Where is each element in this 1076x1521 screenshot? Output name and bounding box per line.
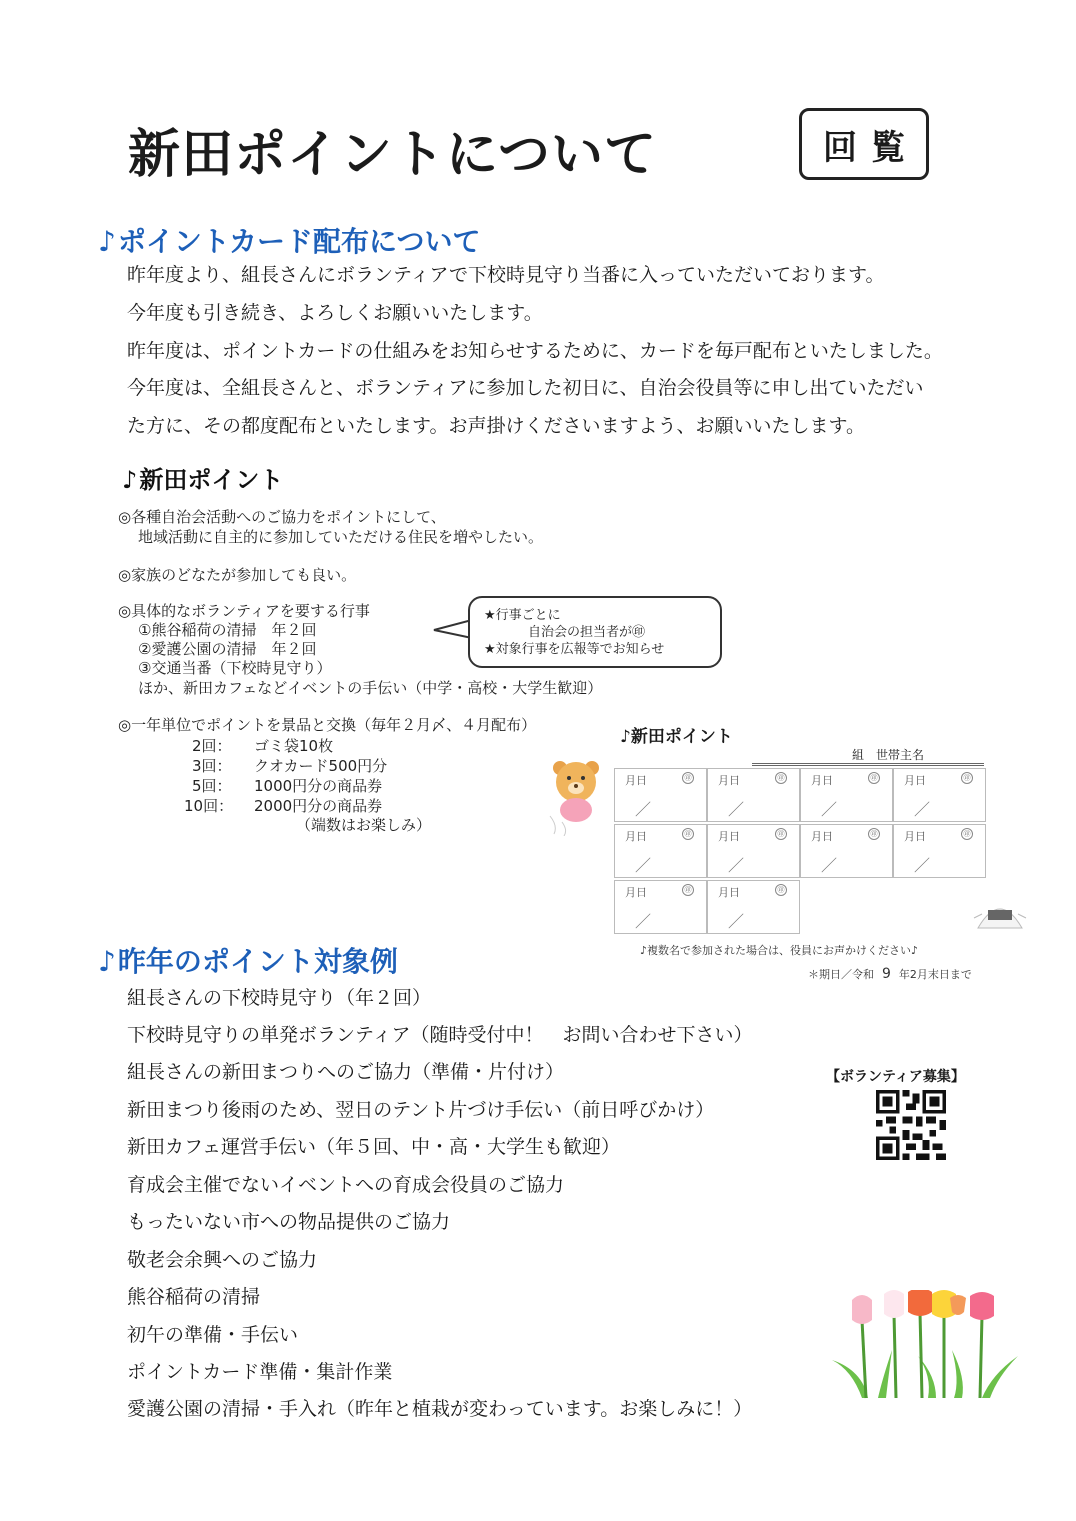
card-deadline bbox=[808, 966, 972, 982]
point-card-cell bbox=[800, 824, 893, 878]
example-item: 新田カフェ運営手伝い（年５回、中・高・大学生も歓迎） bbox=[127, 1136, 621, 1158]
example-item: もったいない市への物品提供のご協力 bbox=[127, 1211, 451, 1233]
music-note-icon: ♪ bbox=[98, 945, 116, 978]
point-card-grid bbox=[614, 768, 986, 934]
prize-note: （端数はお楽しみ） bbox=[296, 816, 432, 834]
seal-icon: ㊞ bbox=[961, 828, 973, 840]
bubble-line: ★対象行事を広報等でお知らせ bbox=[484, 642, 665, 657]
example-item: 組長さんの新田まつりへのご協力（準備・片付け） bbox=[127, 1061, 565, 1083]
section-heading-text: 新田ポイント bbox=[139, 466, 284, 494]
seal-icon: ㊞ bbox=[775, 772, 787, 784]
bear-illustration bbox=[546, 756, 610, 836]
example-item: 熊谷稲荷の清掃 bbox=[127, 1286, 261, 1308]
example-item: 敬老会余興へのご協力 bbox=[127, 1249, 318, 1271]
cell-slash: ／ bbox=[635, 800, 652, 819]
cell-date-label: 月日 bbox=[811, 830, 833, 843]
deadline-prefix: ＊期日／令和 bbox=[808, 968, 874, 981]
event-item: ①熊谷稲荷の清掃 年２回 bbox=[138, 621, 317, 639]
bubble-line: 自治会の担当者が㊞ bbox=[528, 625, 646, 640]
section-heading-text: ポイントカード配布について bbox=[117, 225, 481, 258]
example-item: 組長さんの下校時見守り（年２回） bbox=[127, 987, 432, 1009]
music-note-icon: ♪ bbox=[98, 225, 116, 258]
event-item: ③交通当番（下校時見守り） bbox=[138, 659, 332, 677]
section-nitta-point-heading bbox=[122, 460, 283, 495]
card-owner-line: 組 世帯主名 bbox=[752, 746, 984, 766]
events-heading: ◎具体的なボランティアを要する行事 bbox=[118, 602, 370, 620]
cell-slash: ／ bbox=[728, 912, 745, 931]
cell-slash: ／ bbox=[821, 800, 838, 819]
example-item: 愛護公園の清掃・手入れ（昨年と植栽が変わっています。お楽しみに！） bbox=[127, 1398, 753, 1420]
exchange-heading: ◎一年単位でポイントを景品と交換（毎年２月〆、４月配布） bbox=[118, 716, 537, 734]
page-title: 新田ポイントについて bbox=[128, 125, 657, 185]
seal-icon: ㊞ bbox=[868, 828, 880, 840]
cell-slash: ／ bbox=[635, 912, 652, 931]
prize-count: 5回： bbox=[192, 777, 232, 795]
seal-icon: ㊞ bbox=[775, 828, 787, 840]
point-card-heading bbox=[620, 722, 733, 747]
seal-icon: ㊞ bbox=[682, 828, 694, 840]
deadline-year: 9 bbox=[882, 966, 891, 982]
cell-date-label: 月日 bbox=[718, 830, 740, 843]
cell-date-label: 月日 bbox=[718, 774, 740, 787]
point-card-cell bbox=[707, 824, 800, 878]
seal-icon: ㊞ bbox=[682, 884, 694, 896]
cell-slash: ／ bbox=[914, 856, 931, 875]
seal-icon: ㊞ bbox=[961, 772, 973, 784]
prize-item: 1000円分の商品券 bbox=[254, 777, 383, 795]
prize-count: 10回： bbox=[184, 797, 234, 815]
paragraph-line: 今年度も引き続き、よろしくお願いいたします。 bbox=[127, 302, 543, 324]
purpose-line: ◎各種自治会活動へのご協力をポイントにして、 bbox=[118, 508, 446, 526]
purpose-line: 地域活動に自主的に参加していただける住民を増やしたい。 bbox=[138, 528, 544, 546]
paragraph-line: た方に、その都度配布といたします。お声掛けくださいますよう、お願いいたします。 bbox=[127, 415, 865, 437]
cell-date-label: 月日 bbox=[718, 886, 740, 899]
event-item: ②愛護公園の清掃 年２回 bbox=[138, 640, 317, 658]
circulation-stamp: 回覧 bbox=[799, 108, 929, 180]
cell-date-label: 月日 bbox=[904, 774, 926, 787]
cell-slash: ／ bbox=[728, 800, 745, 819]
prize-count: 3回： bbox=[192, 757, 232, 775]
seal-icon: ㊞ bbox=[682, 772, 694, 784]
event-other: ほか、新田カフェなどイベントの手伝い（中学・高校・大学生歓迎） bbox=[138, 679, 603, 697]
cell-slash: ／ bbox=[728, 856, 745, 875]
music-note-icon: ♪ bbox=[122, 466, 138, 494]
seal-icon: ㊞ bbox=[868, 772, 880, 784]
cell-date-label: 月日 bbox=[625, 774, 647, 787]
point-card-cell bbox=[614, 880, 707, 934]
paragraph-line: 昨年度は、ポイントカードの仕組みをお知らせするために、カードを毎戸配布といたしました。 bbox=[127, 340, 943, 362]
prize-item: 2000円分の商品券 bbox=[254, 797, 383, 815]
point-card-cell bbox=[614, 768, 707, 822]
point-card-cell bbox=[800, 768, 893, 822]
card-note: ♪複数名で参加された場合は、役員にお声かけください♪ bbox=[640, 944, 919, 957]
cell-date-label: 月日 bbox=[811, 774, 833, 787]
paragraph-line: 昨年度より、組長さんにボランティアで下校時見守り当番に入っていただいております。 bbox=[127, 264, 885, 286]
mascot-illustration bbox=[970, 888, 1030, 938]
deadline-suffix: 年2月末日まで bbox=[898, 968, 972, 981]
cell-date-label: 月日 bbox=[904, 830, 926, 843]
qr-code-icon[interactable] bbox=[876, 1090, 946, 1160]
section-examples-heading bbox=[98, 940, 398, 980]
example-item: 初午の準備・手伝い bbox=[127, 1324, 299, 1346]
seal-icon: ㊞ bbox=[775, 884, 787, 896]
bubble-line: ★行事ごとに bbox=[484, 608, 561, 623]
point-card-cell bbox=[707, 768, 800, 822]
prize-count: 2回： bbox=[192, 737, 232, 755]
card-heading-text: 新田ポイント bbox=[630, 727, 733, 747]
prize-item: クオカード500円分 bbox=[254, 757, 388, 775]
prize-item: ゴミ袋10枚 bbox=[254, 737, 334, 755]
example-item: 育成会主催でないイベントへの育成会役員のご協力 bbox=[127, 1174, 565, 1196]
section-card-distribution-heading bbox=[98, 220, 480, 260]
cell-date-label: 月日 bbox=[625, 830, 647, 843]
cell-slash: ／ bbox=[635, 856, 652, 875]
cell-slash: ／ bbox=[914, 800, 931, 819]
point-card-cell bbox=[614, 824, 707, 878]
example-item: 新田まつり後雨のため、翌日のテント片づけ手伝い（前日呼びかけ） bbox=[127, 1099, 715, 1121]
family-note: ◎家族のどなたが参加しても良い。 bbox=[118, 566, 357, 584]
point-card-cell bbox=[707, 880, 800, 934]
music-note-icon: ♪ bbox=[620, 727, 631, 747]
bubble-tail bbox=[432, 618, 472, 642]
point-card-cell bbox=[893, 824, 986, 878]
point-card-cell bbox=[893, 768, 986, 822]
paragraph-line: 今年度は、全組長さんと、ボランティアに参加した初日に、自治会役員等に申し出ていただい bbox=[127, 377, 924, 399]
example-item: 下校時見守りの単発ボランティア（随時受付中！ お問い合わせ下さい） bbox=[127, 1024, 753, 1046]
section-heading-text: 昨年のポイント対象例 bbox=[117, 945, 398, 978]
cell-slash: ／ bbox=[821, 856, 838, 875]
example-item: ポイントカード準備・集計作業 bbox=[127, 1361, 393, 1383]
tulip-illustration bbox=[832, 1290, 1018, 1400]
cell-date-label: 月日 bbox=[625, 886, 647, 899]
volunteer-qr-label: 【ボランティア募集】 bbox=[826, 1069, 965, 1085]
